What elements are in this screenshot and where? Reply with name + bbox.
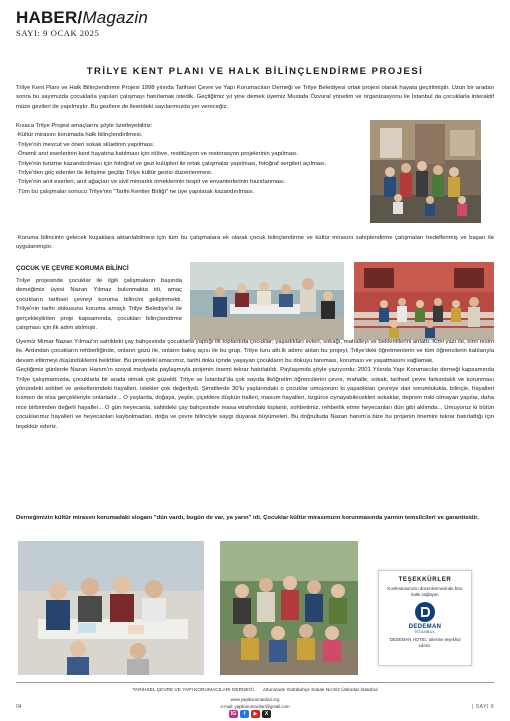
photo-tea-garden-meeting <box>190 262 344 340</box>
thanks-title: TEŞEKKÜRLER <box>398 576 452 583</box>
story-section <box>16 338 494 432</box>
list-item: ·Trilye'nin mevcut ve öneri sokak silüetinin yapılması. <box>16 141 155 148</box>
story-paragraph: Geçtiğimiz günlerde Nazan Hanım'ın sosyal medyada paylaşmıyla projenin önemi tekrar hatırlatıldı. Paylaşımda şöyle yazıyordu; 2001 Yılında Yapı Korumacılar derneği kapsamında Trilye çalışmamızda, çocuklarla bir arada olmak çok güzeldi. Trilye ve İstanbul'da çok sayıda ilköğretim öğrencilerini çevre, mahalle, sokak, tarihsel çevre farkındalık ve korunması yönündeki sohbet ve anketlerimdeki hayalleri, istekler çok değerliydi. Şimdilerde 30'lu yaşlarındaki o çocuklar umuyorum ki yaşadıkları çevreye dair sorumlulukla, bilinçle, hayalleri kısmen de olsa gerçekleriyle onlarladır... O yaşlarda, doğaya, yeşile, çiçeklere düşkün halleri, masum hayalleri, özgürce oynayabilecekleri sokaklar, deprem riski olmayan yapılar, daha nice birbirinden değerli hayaller... O gün heyecanla, sahildeki çay bahçesinde masa etrafındaki toplantı, sohbetimiz, rehberlik etme heyecanları dün gibi aklımda... Umuyoruz ki bütün çocuklarımız hayalleri ve heyecanları kaybolmadan, doğa ve çevre bilinciyle saygı duyarak büyümeleri. Bu doğrultuda Nazan hanım'a bize bu projenin önemini tekrar hatırlattığı için teşekkür ederiz. <box>16 367 494 430</box>
section-title-children: ÇOCUK VE ÇEVRE KORUMA BİLİNCİ <box>16 265 129 272</box>
footer-website[interactable]: www.yapikorumacilari.org <box>230 697 280 702</box>
list-item: ·Trilye'den göç edenler ile iletişime geçilip Trilye kültür gezisi düzenlenmesi. <box>16 170 213 177</box>
page-number: 04 <box>16 704 22 710</box>
article-headline: TRİLYE KENT PLANI VE HALK BİLİNÇLENDİRME PROJESİ <box>86 66 424 77</box>
slogan-paragraph: Derneğimizin kültür mirasını korumadaki sloganı "dün vardı, bugün de var, ya yarın" idi. Çocuklar kültür mirasımızın korunmasında yarının temsilcileri ve garantisidir. <box>16 515 479 521</box>
brand-title: HABER/Magazin <box>16 8 149 27</box>
photo-children-group <box>220 541 358 675</box>
list-item: ·Trilye'nin turizme kazandırılması için fotoğraf ve gezi kulüpleri ile ortak çalışmalar yapılması, fotoğraf sergileri açılması. <box>16 160 327 167</box>
issue-number: | SAYI 9 <box>472 704 494 710</box>
facebook-icon[interactable]: f <box>240 710 249 718</box>
list-item: ·Kültür mirasını korumada halk bilinçlendirilmesi. <box>16 132 143 139</box>
dedeman-wordmark: DEDEMAN <box>408 624 442 630</box>
dedeman-logo-icon <box>414 601 436 623</box>
list-item: Kısaca Trilye Projesi amaçlarını şöyle özetleyebiliriz: <box>16 123 153 129</box>
thanks-line-1: Konferansımızın düzenlenmesinde bize katkı sağlayan <box>387 586 463 597</box>
photo-children-drawing <box>18 541 204 675</box>
section-children-paragraph: Trilye projesinde çocuklar ile ilgili çalışmaların başında demeğimiz üyesi Nazan Yılmaz bulunmakta idi, amaç çocukların tarihsel çevreyi koruma bilincini geliştirmekti. Trilye'nin tarihi dokusunu koruma amaçlı Trilye Belediye'si ile gerçekleştirilen proje kapsamında, çocukları bilinçlendirme çalışması için ilk adım atılmıştı. <box>16 278 182 332</box>
photo-children-steps <box>354 262 494 340</box>
goals-list <box>16 122 361 197</box>
thanks-box <box>378 570 472 666</box>
thanks-line-2: 'DEDEMAN HOTEL' ailesine teşekkür ederiz. <box>389 637 461 648</box>
intro-paragraph: Trilye Kent Planı ve Halk Bilinçlendirme Projesi 1998 yılında Tarihsel Çevre ve Yapı Korumacıları Derneği ve Trilye Belediyesi ortak projesi olarak hayata geçirilmiştir. Uzun bir aradan sonra bu sayımızda çocuklarla yapılan çalışmayı hatırlamak istedik. Geçtiğimiz yıl yine demek üyemiz Mustafa Özvural yönetim ve organizasyonu ile İstanbul da çocuklarla interaktif müze gezileri de yapılmıştır. Bu gezilere de ileerideki sayılarımızda yer vereceğiz. <box>16 85 494 110</box>
dedeman-subtitle: İSTANBUL <box>414 630 436 634</box>
footer-org: TARİHSEL ÇEVRE VE YAPI KORUMACILARI DERNEĞİ <box>132 688 254 693</box>
social-icons <box>229 710 271 718</box>
footer-street: Altunizade Gülübahçe Sokak No:9/2 Üsküdar-İstanbul <box>262 688 378 693</box>
youtube-icon[interactable]: ▶ <box>251 710 260 718</box>
koruma-paragraph: ·Koruma bilincinin gelecek kuşaklara aktarılabilmesi için tüm bu çalışmalara ek olarak çocuk bilinçlendirme ve kültür mirasını sahiplendirme çalışmaları hedeflenmiş ve başarı ile uygulanmıştır. <box>16 235 494 251</box>
footer-divider <box>16 682 494 683</box>
list-item: ·Tüm bu çalışmalar sonucu Trilye'nin "Tarihi Kentler Birliği" ne üye yapılarak kazandırılması. <box>16 188 255 195</box>
story-paragraph: Üyemiz Mimar Nazan Yılmaz'ın sahildeki çay bahçesinde çocuklarla yaptığı ilk toplantıda çocuklar; yaşadıkları evleri, sokağı, mahalleyi ve beklentilerini anlattı. Kimi yazı ile, kimi resim ile. Ardından çocukların rehberliğinde, onların gözü ile, onların bakış açısı ile bu grup, Trilye turu attı.lk adımı atılan bu projeyi, Trilye'deki öğretmenlerin ve tüm öğrencilerin katılarıyla devam ettirmeyi düşündüklerini belirttiler. Bu projedeki amacımız, tarihi doku içinde yaşayan çocukların bu dokuyu tanıması, koruması ve yaşatmasını sağlamak. <box>16 339 494 364</box>
x-icon[interactable]: X <box>262 710 271 718</box>
list-item: ·Önemli anıt eserlerinin kent hayatına katılması için rölöve, restitüsyon ve restorasyon projelerinin yapılması. <box>16 151 299 158</box>
masthead <box>16 8 216 38</box>
list-item: ·Trilye'nin anıt eserleri, anıt ağaçları ve sivil mimarlık örneklerinin tespit ve envanterlerinin hazırlanması. <box>16 179 286 186</box>
instagram-icon[interactable]: IG <box>230 711 237 717</box>
footer-address <box>0 688 510 693</box>
issue-line: SAYI: 9 OCAK 2025 <box>16 28 100 38</box>
footer-email[interactable]: e-mail: yapikorumacilari@gmail.com <box>220 704 290 709</box>
photo-children-village <box>370 120 481 223</box>
